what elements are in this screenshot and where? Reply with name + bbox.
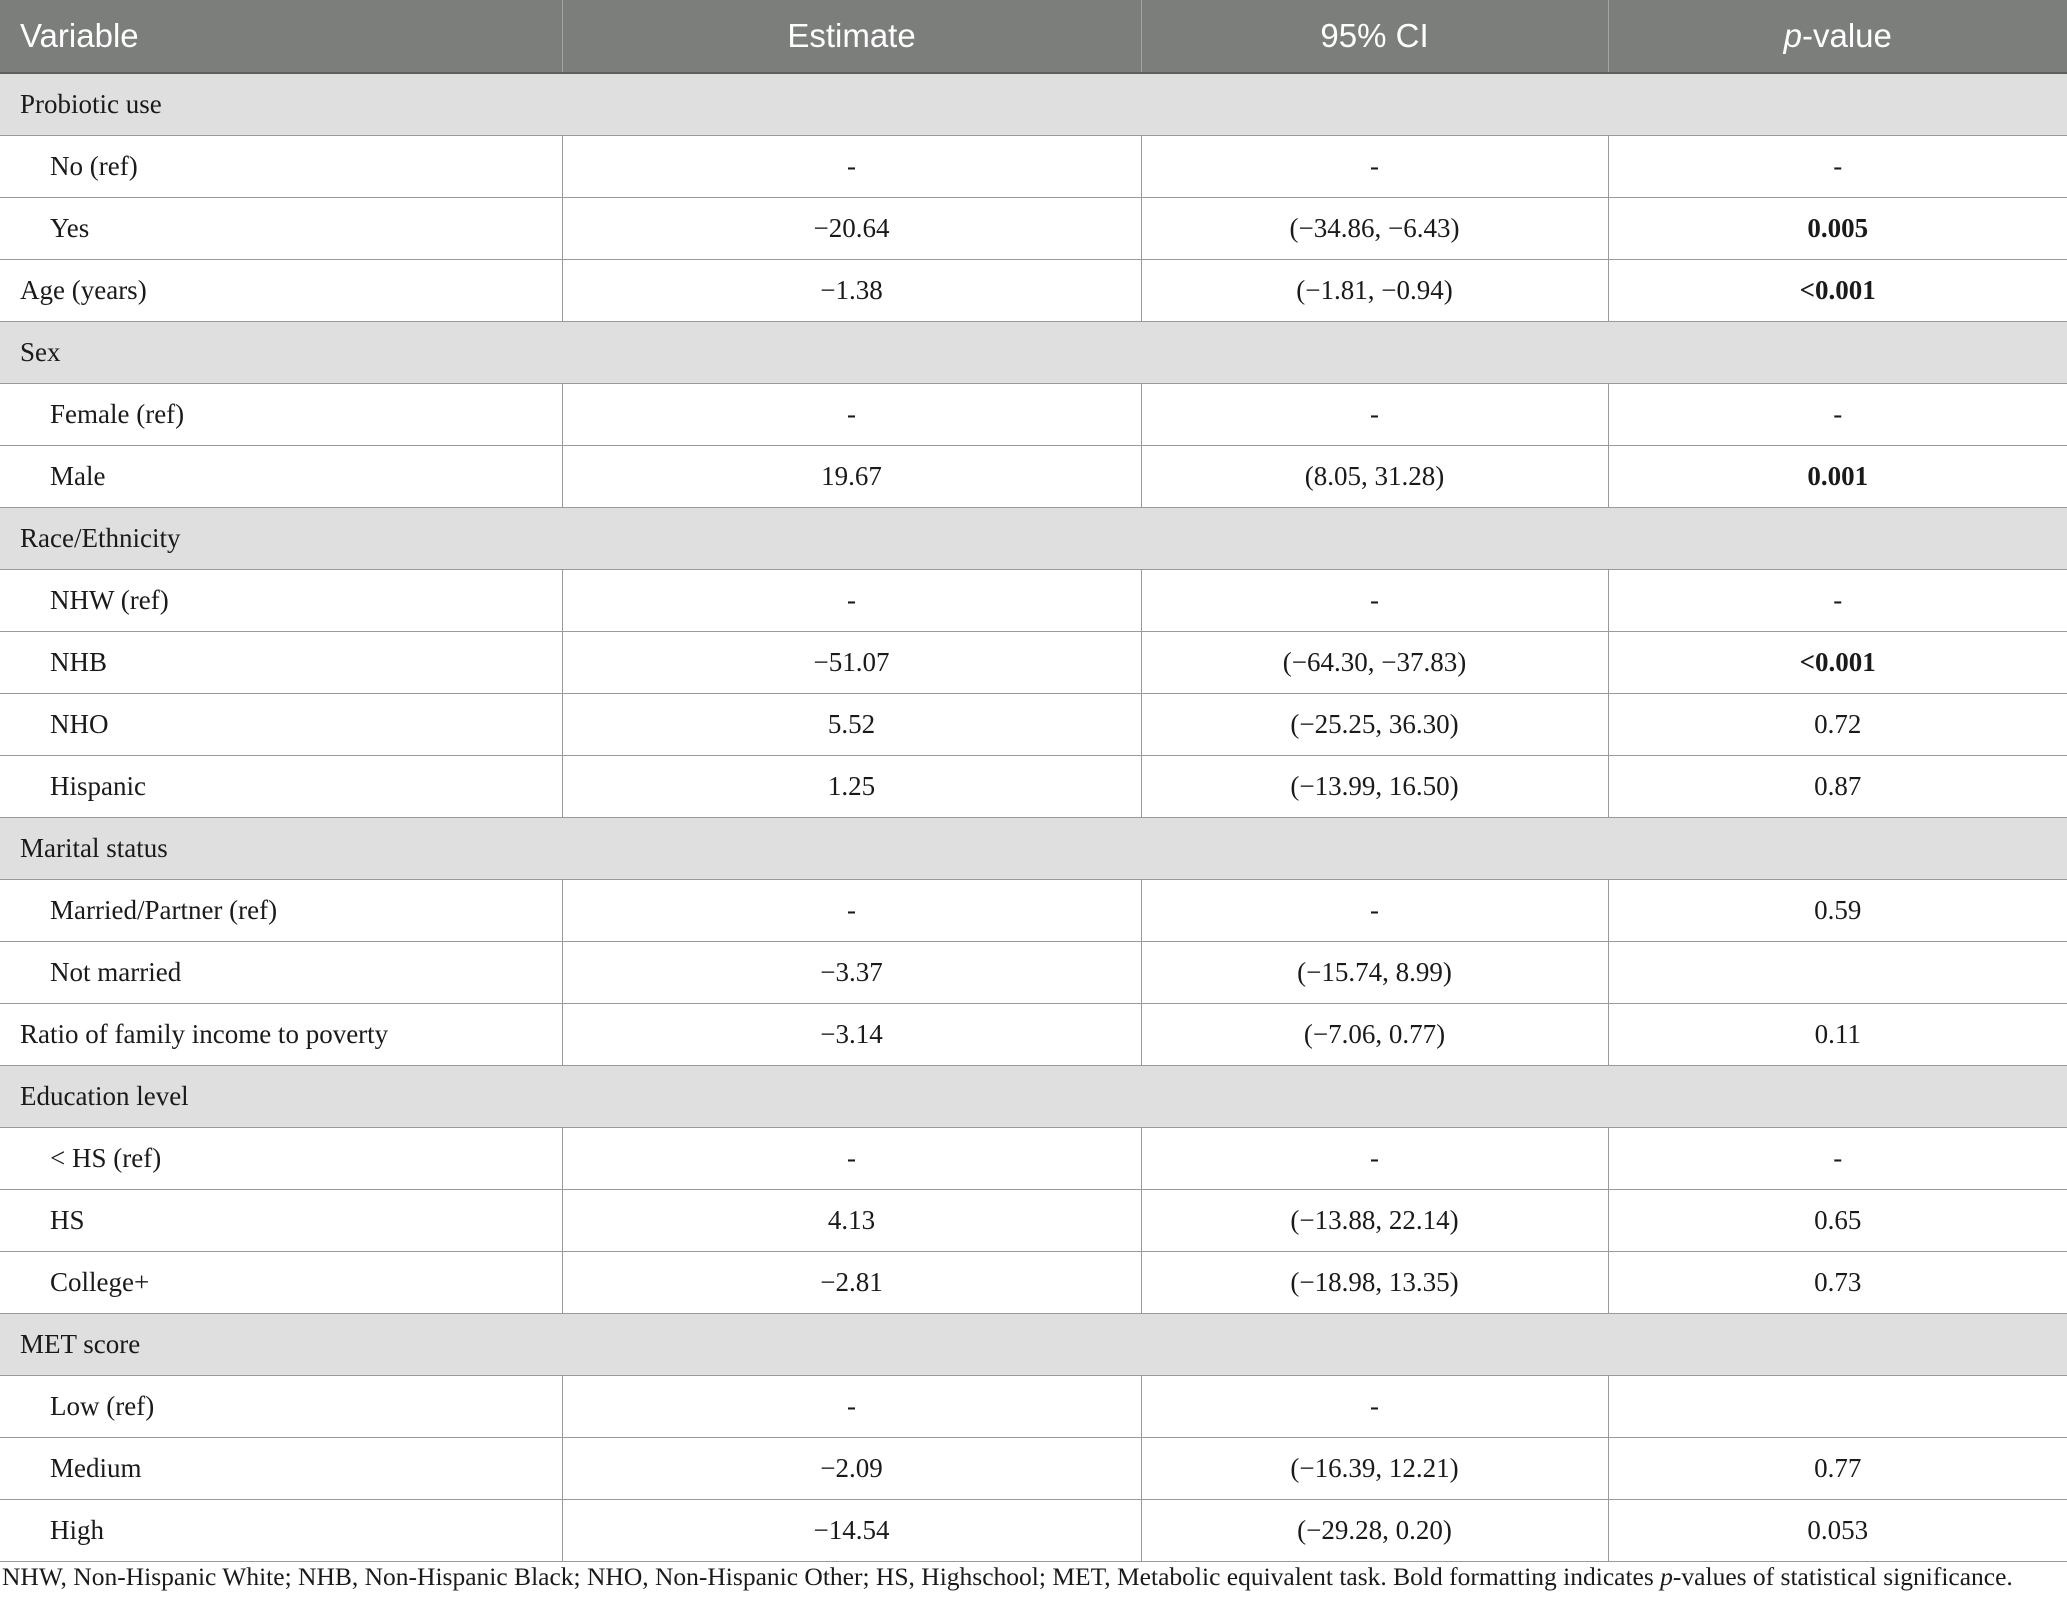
p-value-cell: 0.59 (1608, 880, 2067, 942)
ci-cell: (−64.30, −37.83) (1141, 632, 1608, 694)
section-label: Sex (0, 322, 2067, 384)
table-row (0, 1376, 2067, 1438)
variable-cell: Ratio of family income to poverty (0, 1004, 562, 1066)
p-value-cell: - (1608, 136, 2067, 198)
table-row (0, 198, 2067, 260)
estimate-cell: - (562, 1376, 1141, 1438)
variable-cell: Medium (0, 1438, 562, 1500)
section-row (0, 1066, 2067, 1128)
table-row (0, 942, 2067, 1004)
ci-cell: - (1141, 384, 1608, 446)
p-value-cell: <0.001 (1608, 260, 2067, 322)
estimate-cell: −51.07 (562, 632, 1141, 694)
table-row (0, 694, 2067, 756)
p-value-cell: 0.72 (1608, 694, 2067, 756)
p-value-cell (1608, 1376, 2067, 1438)
header-p-value (1608, 0, 2067, 73)
variable-cell: NHO (0, 694, 562, 756)
variable-cell: Yes (0, 198, 562, 260)
p-value-cell: 0.65 (1608, 1190, 2067, 1252)
ci-cell: (−25.25, 36.30) (1141, 694, 1608, 756)
table-header-row (0, 0, 2067, 73)
section-label: Marital status (0, 818, 2067, 880)
section-label: MET score (0, 1314, 2067, 1376)
ci-cell: (−18.98, 13.35) (1141, 1252, 1608, 1314)
estimate-cell: 19.67 (562, 446, 1141, 508)
footnote-italic: p (1660, 1562, 1673, 1591)
table-body (0, 73, 2067, 1562)
table-row (0, 570, 2067, 632)
ci-cell: - (1141, 1376, 1608, 1438)
estimate-cell: −20.64 (562, 198, 1141, 260)
estimate-cell: 4.13 (562, 1190, 1141, 1252)
header-variable: Variable (0, 0, 562, 73)
estimate-cell: - (562, 1128, 1141, 1190)
variable-cell: High (0, 1500, 562, 1562)
p-value-cell: 0.77 (1608, 1438, 2067, 1500)
section-label: Race/Ethnicity (0, 508, 2067, 570)
section-row (0, 73, 2067, 136)
ci-cell: - (1141, 880, 1608, 942)
estimate-cell: −3.14 (562, 1004, 1141, 1066)
variable-cell: No (ref) (0, 136, 562, 198)
footnote-part1: NHW, Non-Hispanic White; NHB, Non-Hispanic Black; NHO, Non-Hispanic Other; HS, Highschool; MET, Metabolic equivalent task. Bold formatting indicates (2, 1562, 1661, 1591)
variable-cell: College+ (0, 1252, 562, 1314)
p-value-cell: - (1608, 384, 2067, 446)
header-p-italic: p (1783, 17, 1802, 54)
p-value-cell: 0.005 (1608, 198, 2067, 260)
table-row (0, 1190, 2067, 1252)
table-row (0, 136, 2067, 198)
section-row (0, 508, 2067, 570)
estimate-cell: 5.52 (562, 694, 1141, 756)
variable-cell: Married/Partner (ref) (0, 880, 562, 942)
header-p-rest: -value (1801, 17, 1892, 54)
ci-cell: (−1.81, −0.94) (1141, 260, 1608, 322)
table-footnote (2, 1562, 2065, 1592)
ci-cell: (−13.99, 16.50) (1141, 756, 1608, 818)
p-value-cell: <0.001 (1608, 632, 2067, 694)
ci-cell: (8.05, 31.28) (1141, 446, 1608, 508)
variable-cell: NHB (0, 632, 562, 694)
variable-cell: Low (ref) (0, 1376, 562, 1438)
table-row (0, 384, 2067, 446)
ci-cell: - (1141, 1128, 1608, 1190)
table-row (0, 1128, 2067, 1190)
variable-cell: Age (years) (0, 260, 562, 322)
table-row (0, 880, 2067, 942)
header-estimate: Estimate (562, 0, 1141, 73)
table-row (0, 756, 2067, 818)
variable-cell: Not married (0, 942, 562, 1004)
table-row (0, 446, 2067, 508)
table-row (0, 1438, 2067, 1500)
variable-cell: Male (0, 446, 562, 508)
p-value-cell: 0.053 (1608, 1500, 2067, 1562)
estimate-cell: - (562, 384, 1141, 446)
ci-cell: (−15.74, 8.99) (1141, 942, 1608, 1004)
ci-cell: (−29.28, 0.20) (1141, 1500, 1608, 1562)
p-value-cell: - (1608, 1128, 2067, 1190)
ci-cell: - (1141, 570, 1608, 632)
p-value-cell: 0.87 (1608, 756, 2067, 818)
p-value-cell: - (1608, 570, 2067, 632)
variable-cell: NHW (ref) (0, 570, 562, 632)
estimate-cell: −2.09 (562, 1438, 1141, 1500)
table-row (0, 1004, 2067, 1066)
table-row (0, 260, 2067, 322)
p-value-cell (1608, 942, 2067, 1004)
estimate-cell: - (562, 136, 1141, 198)
p-value-cell: 0.73 (1608, 1252, 2067, 1314)
p-value-cell: 0.11 (1608, 1004, 2067, 1066)
table-row (0, 1500, 2067, 1562)
variable-cell: < HS (ref) (0, 1128, 562, 1190)
estimate-cell: −14.54 (562, 1500, 1141, 1562)
estimate-cell: −2.81 (562, 1252, 1141, 1314)
ci-cell: - (1141, 136, 1608, 198)
estimate-cell: −3.37 (562, 942, 1141, 1004)
estimate-cell: - (562, 570, 1141, 632)
section-label: Probiotic use (0, 73, 2067, 136)
estimate-cell: −1.38 (562, 260, 1141, 322)
variable-cell: Female (ref) (0, 384, 562, 446)
section-label: Education level (0, 1066, 2067, 1128)
estimate-cell: 1.25 (562, 756, 1141, 818)
ci-cell: (−13.88, 22.14) (1141, 1190, 1608, 1252)
ci-cell: (−34.86, −6.43) (1141, 198, 1608, 260)
table-row (0, 1252, 2067, 1314)
variable-cell: HS (0, 1190, 562, 1252)
variable-cell: Hispanic (0, 756, 562, 818)
section-row (0, 818, 2067, 880)
section-row (0, 1314, 2067, 1376)
p-value-cell: 0.001 (1608, 446, 2067, 508)
ci-cell: (−7.06, 0.77) (1141, 1004, 1608, 1066)
footnote-part2: -values of statistical significance. (1672, 1562, 2013, 1591)
ci-cell: (−16.39, 12.21) (1141, 1438, 1608, 1500)
estimate-cell: - (562, 880, 1141, 942)
header-ci: 95% CI (1141, 0, 1608, 73)
section-row (0, 322, 2067, 384)
table-row (0, 632, 2067, 694)
